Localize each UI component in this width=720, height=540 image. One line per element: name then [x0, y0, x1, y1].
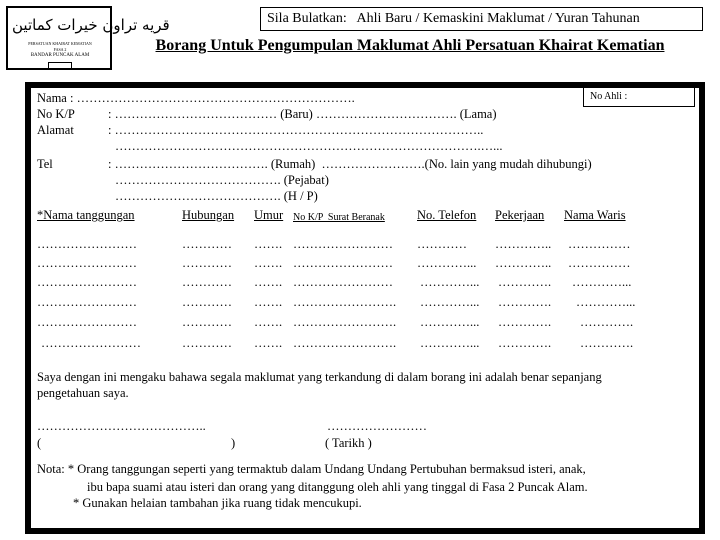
dependent-phone-field[interactable]: …………... — [420, 336, 480, 350]
dependent-phone-field[interactable]: ………… — [417, 237, 467, 251]
dependent-name-field[interactable]: …………………… — [37, 237, 137, 251]
subscription-label: Sila Bulatkan: — [267, 11, 347, 26]
dependent-name-field[interactable]: …………………… — [37, 315, 137, 329]
note-extra-sheet: * Gunakan helaian tambahan jika ruang tidak mencukupi. — [73, 496, 362, 510]
signature-open-paren: ( — [37, 436, 42, 450]
dependent-occupation-field[interactable]: …………. — [498, 295, 552, 309]
note-dependents-definition: Nota: * Orang tanggungan seperti yang termaktub dalam Undang Undang Pertubuhan bermaksud isteri, anak, — [37, 462, 586, 476]
dependent-relationship-field[interactable]: ………… — [182, 315, 232, 329]
address-field[interactable]: : …………………………………………………………………………….. — [108, 123, 484, 137]
tel-home-field[interactable]: : ………………………………. (Rumah) …………………….(No. lain yang mudah dihubungi) — [108, 157, 592, 171]
dependent-ic-field[interactable]: ……………………. — [293, 315, 397, 329]
dependent-heir-field[interactable]: …………... — [572, 275, 632, 289]
date-label: ( Tarikh ) — [325, 436, 372, 450]
col-header-heir: Nama Waris — [564, 208, 626, 222]
signature-close-paren: ) — [231, 436, 236, 450]
name-field[interactable]: Nama : …………………………………………………………. — [37, 91, 355, 105]
col-header-occupation: Pekerjaan — [495, 208, 545, 222]
dependent-ic-field[interactable]: …………………… — [293, 256, 393, 270]
logo-org-location: BANDAR PUNCAK ALAM — [30, 53, 90, 58]
declaration-text-cont: pengetahuan saya. — [37, 386, 129, 400]
dependent-phone-field[interactable]: …………... — [417, 256, 477, 270]
dependent-age-field[interactable]: ……. — [254, 295, 283, 309]
dependent-relationship-field[interactable]: ………… — [182, 237, 232, 251]
dependent-ic-field[interactable]: ……………………. — [293, 295, 397, 309]
ic-label: No K/P — [37, 107, 75, 121]
dependent-occupation-field[interactable]: …………. — [498, 275, 552, 289]
declaration-text: Saya dengan ini mengaku bahawa segala maklumat yang terkandung di dalam borang ini adalah benar sepanjang — [37, 370, 602, 384]
dependent-phone-field[interactable]: …………... — [420, 295, 480, 309]
dependent-age-field[interactable]: ……. — [254, 256, 283, 270]
dependent-phone-field[interactable]: …………... — [420, 315, 480, 329]
dependent-relationship-field[interactable]: ………… — [182, 275, 232, 289]
dependent-occupation-field[interactable]: ………….. — [495, 237, 552, 251]
dependent-age-field[interactable]: ……. — [254, 336, 283, 350]
col-header-phone: No. Telefon — [417, 208, 477, 222]
dependent-ic-field[interactable]: …………………… — [293, 275, 393, 289]
dependent-name-field[interactable]: …………………… — [41, 336, 141, 350]
dependent-age-field[interactable]: ……. — [254, 315, 283, 329]
dependent-ic-field[interactable]: ……………………. — [293, 336, 397, 350]
dependent-heir-field[interactable]: …………. — [580, 336, 634, 350]
organization-logo — [6, 6, 170, 70]
ic-field[interactable]: : ………………………………… (Baru) ……………………………. (Lama) — [108, 107, 497, 121]
form-title: Borang Untuk Pengumpulan Maklumat Ahli Persatuan Khairat Kematian — [155, 37, 665, 54]
dependent-relationship-field[interactable]: ………… — [182, 336, 232, 350]
dependent-age-field[interactable]: ……. — [254, 275, 283, 289]
tel-mobile-field[interactable]: …………………………………. (H / P) — [115, 189, 318, 203]
tel-label: Tel — [37, 157, 53, 171]
address-label: Alamat — [37, 123, 74, 137]
dependent-name-field[interactable]: …………………… — [37, 275, 137, 289]
dependent-heir-field[interactable]: …………… — [568, 237, 631, 251]
signature-field[interactable]: ………………………………….. — [37, 419, 206, 433]
dependent-phone-field[interactable]: …………... — [420, 275, 480, 289]
col-header-ic-birthcert: No K/P Surat Beranak — [293, 212, 385, 223]
logo-stamp-box — [48, 62, 72, 69]
tel-office-field[interactable]: …………………………………. (Pejabat) — [115, 173, 329, 187]
dependent-relationship-field[interactable]: ………… — [182, 256, 232, 270]
dependent-age-field[interactable]: ……. — [254, 237, 283, 251]
logo-org-phase: FASA 2 — [53, 47, 67, 52]
col-header-dependent-name: *Nama tanggungan — [37, 208, 135, 222]
dependent-occupation-field[interactable]: ………….. — [495, 256, 552, 270]
dependent-relationship-field[interactable]: ………… — [182, 295, 232, 309]
dependent-heir-field[interactable]: …………… — [568, 256, 631, 270]
dependent-heir-field[interactable]: …………... — [576, 295, 636, 309]
dependent-name-field[interactable]: …………………… — [37, 295, 137, 309]
dependent-name-field[interactable]: …………………… — [37, 256, 137, 270]
logo-org-name: PERSATUAN KHAIRAT KEMATIAN — [28, 41, 92, 46]
dependent-ic-field[interactable]: …………………… — [293, 237, 393, 251]
dependent-heir-field[interactable]: …………. — [580, 315, 634, 329]
address-field-continued[interactable]: …………………………………………………………………………….…... — [115, 139, 503, 153]
date-field[interactable]: …………………… — [327, 419, 427, 433]
note-dependents-definition-cont: ibu bapa suami atau isteri dan orang yang ditanggung oleh ahli yang tinggal di Fasa 2 Puncak Alam. — [87, 480, 588, 494]
dependent-occupation-field[interactable]: …………. — [498, 336, 552, 350]
dependent-occupation-field[interactable]: …………. — [498, 315, 552, 329]
col-header-age: Umur — [254, 208, 284, 222]
subscription-options[interactable]: Ahli Baru / Kemaskini Maklumat / Yuran Tahunan — [356, 11, 640, 26]
subscription-type-box[interactable] — [260, 7, 703, 31]
member-number-field[interactable]: No Ahli : — [583, 87, 695, 107]
logo-arabic-calligraphy: قريه تراون خيرات كماتين — [12, 16, 170, 34]
col-header-relationship: Hubungan — [182, 208, 235, 222]
